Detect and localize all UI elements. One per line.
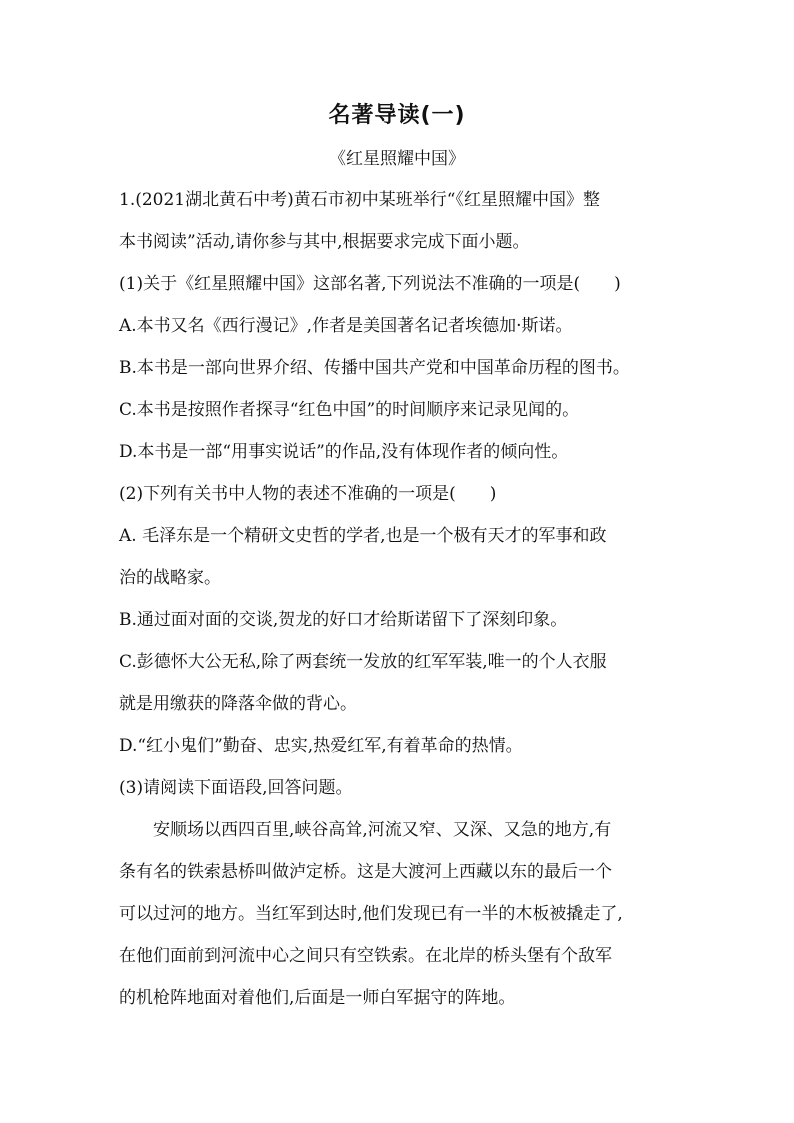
sub-question-2: (2)下列有关书中人物的表述不准确的一项是( ) [119, 484, 497, 504]
question-1-stem-line: 本书阅读”活动,请你参与其中,根据要求完成下面小题。 [119, 232, 530, 252]
question-1-stem-line: 1.(2021湖北黄石中考)黄石市初中某班举行“《红星照耀中国》整 [119, 190, 600, 210]
option-b: B.通过面对面的交谈,贺龙的好口才给斯诺留下了深刻印象。 [119, 610, 568, 630]
option-d: D.本书是一部“用事实说话”的作品,没有体现作者的倾向性。 [119, 442, 569, 462]
option-a-continued: 治的战略家。 [119, 568, 221, 588]
document-title: 名著导读(一) [328, 103, 466, 128]
passage-line: 的机枪阵地面对着他们,后面是一师白军据守的阵地。 [119, 988, 516, 1008]
passage-line: 安顺场以西四百里,峡谷高耸,河流又窄、又深、又急的地方,有 [153, 820, 612, 840]
sub-question-3: (3)请阅读下面语段,回答问题。 [119, 778, 353, 798]
option-c: C.本书是按照作者探寻“红色中国”的时间顺序来记录见闻的。 [119, 400, 580, 420]
option-c-continued: 就是用缴获的降落伞做的背心。 [119, 694, 357, 714]
passage-line: 可以过河的地方。当红军到达时,他们发现已有一半的木板被撬走了, [119, 904, 623, 924]
book-title: 《红星照耀中国》 [329, 149, 465, 169]
option-a: A. 毛泽东是一个精研文史哲的学者,也是一个极有天才的军事和政 [119, 526, 607, 546]
sub-question-1: (1)关于《红星照耀中国》这部名著,下列说法不准确的一项是( ) [119, 274, 621, 294]
passage-line: 条有名的铁索悬桥叫做泸定桥。这是大渡河上西藏以东的最后一个 [119, 862, 612, 882]
passage-line: 在他们面前到河流中心之间只有空铁索。在北岸的桥头堡有个敌军 [119, 946, 612, 966]
option-d: D.“红小鬼们”勤奋、忠实,热爱红军,有着革命的热情。 [119, 736, 523, 756]
option-a: A.本书又名《西行漫记》,作者是美国著名记者埃德加·斯诺。 [119, 316, 573, 336]
option-c: C.彭德怀大公无私,除了两套统一发放的红军军装,唯一的个人衣服 [119, 652, 607, 672]
option-b: B.本书是一部向世界介绍、传播中国共产党和中国革命历程的图书。 [119, 358, 630, 378]
